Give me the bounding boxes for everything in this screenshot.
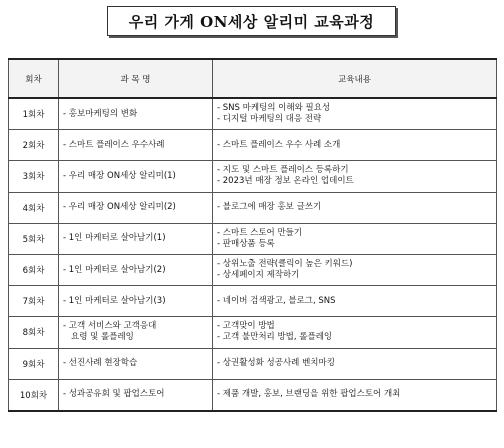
content-line: - 고객맞이 방법 [217, 321, 275, 332]
subject-line: - 성과공유회 및 팝업스토어 [63, 389, 165, 400]
session-cell: 3회차 [9, 161, 59, 192]
session-cell: 9회차 [9, 348, 59, 379]
subject-line: - 우리 매장 ON세상 알리미(1) [63, 170, 176, 181]
subject-cell [59, 317, 213, 348]
session-cell: 7회차 [9, 286, 59, 317]
table-row [9, 254, 497, 285]
subject-line: - 1인 마케터로 살아남기(1) [63, 233, 166, 244]
session-cell: 6회차 [9, 254, 59, 285]
session-cell: 4회차 [9, 192, 59, 223]
content-line: - 고객 불만처리 방법, 롤플레잉 [217, 332, 333, 343]
subject-line: - 고객 서비스와 고객응대 [63, 321, 157, 332]
subject-line: - 홍보마케팅의 변화 [63, 108, 138, 119]
content-cell [213, 130, 497, 161]
session-cell: 2회차 [9, 130, 59, 161]
content-cell [213, 379, 497, 411]
table-row [9, 286, 497, 317]
content-line: - 2023년 매장 정보 온라인 업데이트 [217, 176, 354, 187]
content-line: - 네이버 검색광고, 블로그, SNS [217, 295, 336, 306]
content-line: - 상권활성화 성공사례 벤치마킹 [217, 358, 335, 369]
content-line: - 상세페이지 제작하기 [217, 270, 300, 281]
content-line: - 스마트 플레이스 우수 사례 소개 [217, 139, 341, 150]
subject-cell [59, 130, 213, 161]
curriculum-table [8, 58, 497, 412]
content-cell [213, 98, 497, 130]
session-cell: 10회차 [9, 379, 59, 411]
content-line: - 블로그에 매장 홍보 글쓰기 [217, 202, 322, 213]
table-header-row [9, 59, 497, 98]
content-cell [213, 286, 497, 317]
content-line: - 상위노출 전략(클릭이 높은 키워드) [217, 259, 353, 270]
table-row [9, 348, 497, 379]
subject-cell [59, 223, 213, 254]
subject-cell [59, 286, 213, 317]
subject-cell [59, 98, 213, 130]
content-line: - 제품 개발, 홍보, 브랜딩을 위한 팝업스토어 개최 [217, 389, 401, 400]
subject-cell [59, 348, 213, 379]
content-line: - 디지털 마케팅의 대응 전략 [217, 114, 322, 125]
subject-line: 요령 및 롤플레잉 [71, 332, 134, 343]
content-cell [213, 192, 497, 223]
content-line: - 스마트 스토어 만들기 [217, 227, 303, 238]
content-cell [213, 348, 497, 379]
session-cell: 1회차 [9, 98, 59, 130]
subject-line: - 우리 매장 ON세상 알리미(2) [63, 202, 176, 213]
subject-line: - 선진사례 현장학습 [63, 358, 138, 369]
subject-cell [59, 192, 213, 223]
subject-line: - 1인 마케터로 살아남기(3) [63, 295, 166, 306]
subject-line: - 1인 마케터로 살아남기(2) [63, 264, 166, 275]
table-row [9, 317, 497, 348]
table-body [9, 98, 497, 411]
subject-cell [59, 254, 213, 285]
header-session: 회차 [9, 59, 59, 98]
content-line: - 판매상품 등록 [217, 238, 275, 249]
content-cell [213, 254, 497, 285]
content-line: - 지도 및 스마트 플레이스 등록하기 [217, 165, 349, 176]
table-row [9, 98, 497, 130]
session-cell: 8회차 [9, 317, 59, 348]
content-cell [213, 223, 497, 254]
subject-cell [59, 379, 213, 411]
content-cell [213, 317, 497, 348]
subject-cell [59, 161, 213, 192]
header-content: 교육내용 [213, 59, 497, 98]
header-subject: 과 목 명 [59, 59, 213, 98]
content-cell [213, 161, 497, 192]
table-row [9, 161, 497, 192]
table-row [9, 379, 497, 411]
table-row [9, 130, 497, 161]
table-row [9, 223, 497, 254]
document-title: 우리 가게 ON세상 알리미 교육과정 [107, 6, 396, 36]
session-cell: 5회차 [9, 223, 59, 254]
table-row [9, 192, 497, 223]
subject-line: - 스마트 플레이스 우수사례 [63, 139, 165, 150]
content-line: - SNS 마케팅의 이해와 필요성 [217, 103, 331, 114]
